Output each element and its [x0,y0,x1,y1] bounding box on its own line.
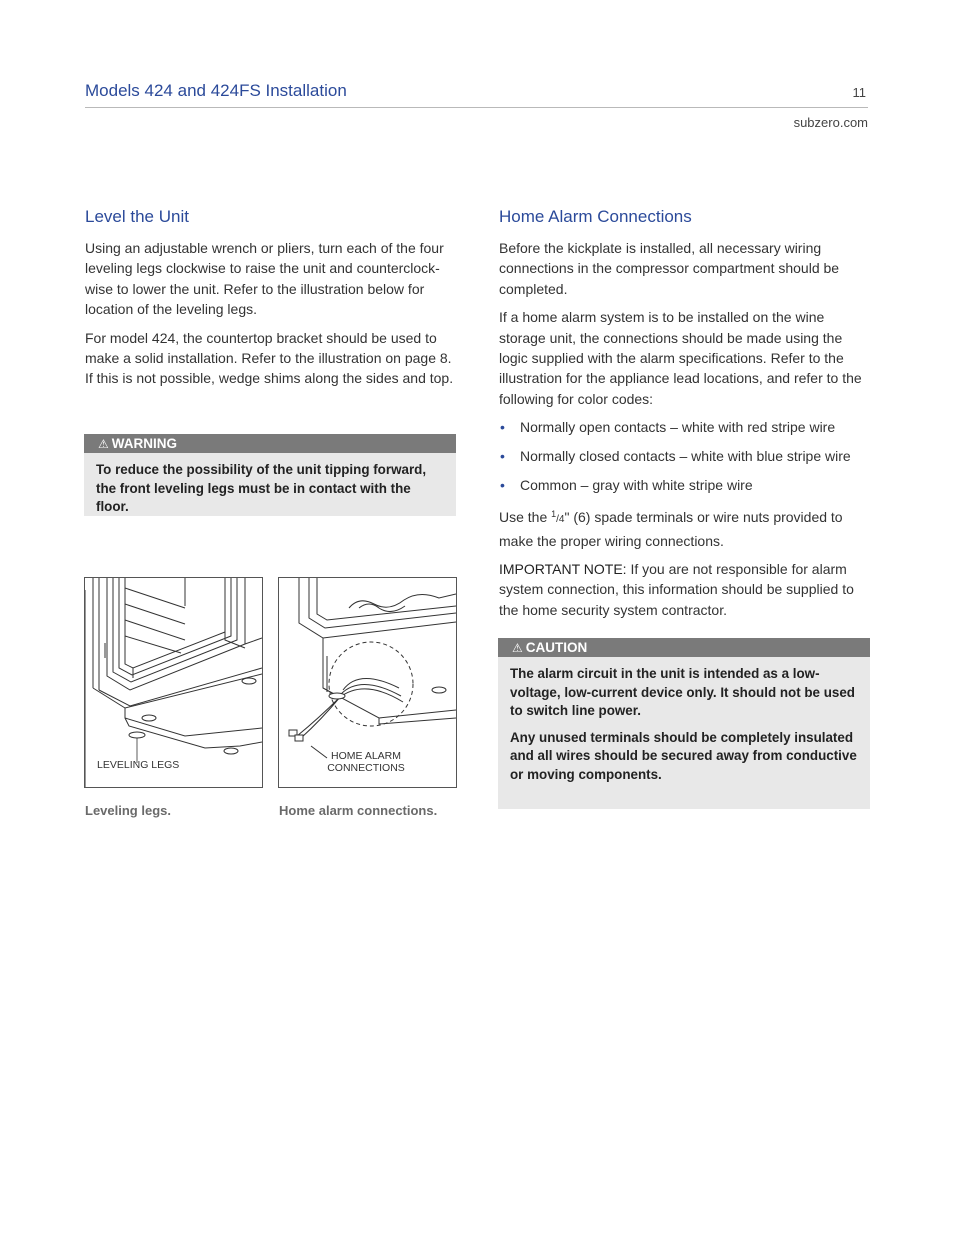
caution-box [498,638,870,809]
warning-icon: ⚠ [98,437,109,451]
leveling-legs-illustration [85,578,262,787]
warning-icon: ⚠ [512,641,523,655]
warning-text: To reduce the possibility of the unit tipping forward, the front leveling legs must be in contact with the floor. [96,462,427,515]
warning-label: WARNING [111,436,178,451]
bullet-icon: • [500,419,505,436]
color-code-list [499,417,871,495]
home-alarm-caption: Home alarm connections. [279,803,438,818]
list-item: • Normally open contacts – white with red stripe wire [499,417,871,437]
home-alarm-paragraph-1: Before the kickplate is installed, all necessary wiring connections in the compressor compartment should be completed. [499,240,840,297]
home-alarm-label-line-2: CONNECTIONS [327,762,405,774]
level-unit-heading: Level the Unit [85,207,189,226]
level-unit-paragraph-1: Using an adjustable wrench or pliers, turn each of the four leveling legs clockwise to raise the unit and counterclock-wise to lower the unit. Refer to the illustration below for location of the leveling legs. [85,240,444,318]
page-title: Models 424 and 424FS Installation [85,81,347,100]
warning-header [84,434,456,453]
caution-text-2: Any unused terminals should be completely insulated and all wires should be secured away from conductive or moving components. [510,729,857,782]
leveling-legs-caption: Leveling legs. [85,803,171,818]
bullet-icon: • [500,477,505,494]
website-link[interactable]: subzero.com [793,115,868,130]
caution-label: CAUTION [525,640,588,655]
caution-header [498,638,870,657]
caution-text-1: The alarm circuit in the unit is intended as a low-voltage, low-current device only. It should not be used to switch line power. [510,666,855,719]
home-alarm-heading: Home Alarm Connections [499,207,692,226]
important-note: IMPORTANT NOTE: If you are not responsible for alarm system connection, this information should be supplied to the home security system contractor. [499,561,854,618]
home-alarm-paragraph-3: Use the $^1$/4" (6) spade terminals or wire nuts provided to make the proper wiring connections. [499,509,843,549]
home-alarm-section [499,207,871,628]
list-item: • Normally closed contacts – white with blue stripe wire [499,446,871,466]
warning-box [84,434,456,516]
bullet-icon: • [500,448,505,465]
leveling-legs-figure [84,577,263,788]
list-item: • Common – gray with white stripe wire [499,475,871,495]
home-alarm-figure [278,577,457,788]
home-alarm-label-line-1: HOME ALARM [330,750,401,762]
level-unit-section [85,207,457,397]
leveling-legs-label: LEVELING LEGS [97,759,180,771]
page-number: 11 [852,85,866,100]
level-unit-paragraph-2: For model 424, the countertop bracket should be used to make a solid installation. Refer to the illustration on page 8. If this is not possible, wedge shims along the sides and top. [85,329,454,387]
home-alarm-paragraph-2: If a home alarm system is to be installed on the wine storage unit, the connections should be made using the logic supplied with the alarm specifications. Refer to the illustration for the appliance lead locations, and refer to the following for color codes: [499,309,862,407]
header-divider [85,107,868,108]
important-note-label: IMPORTANT NOTE: [499,561,627,578]
